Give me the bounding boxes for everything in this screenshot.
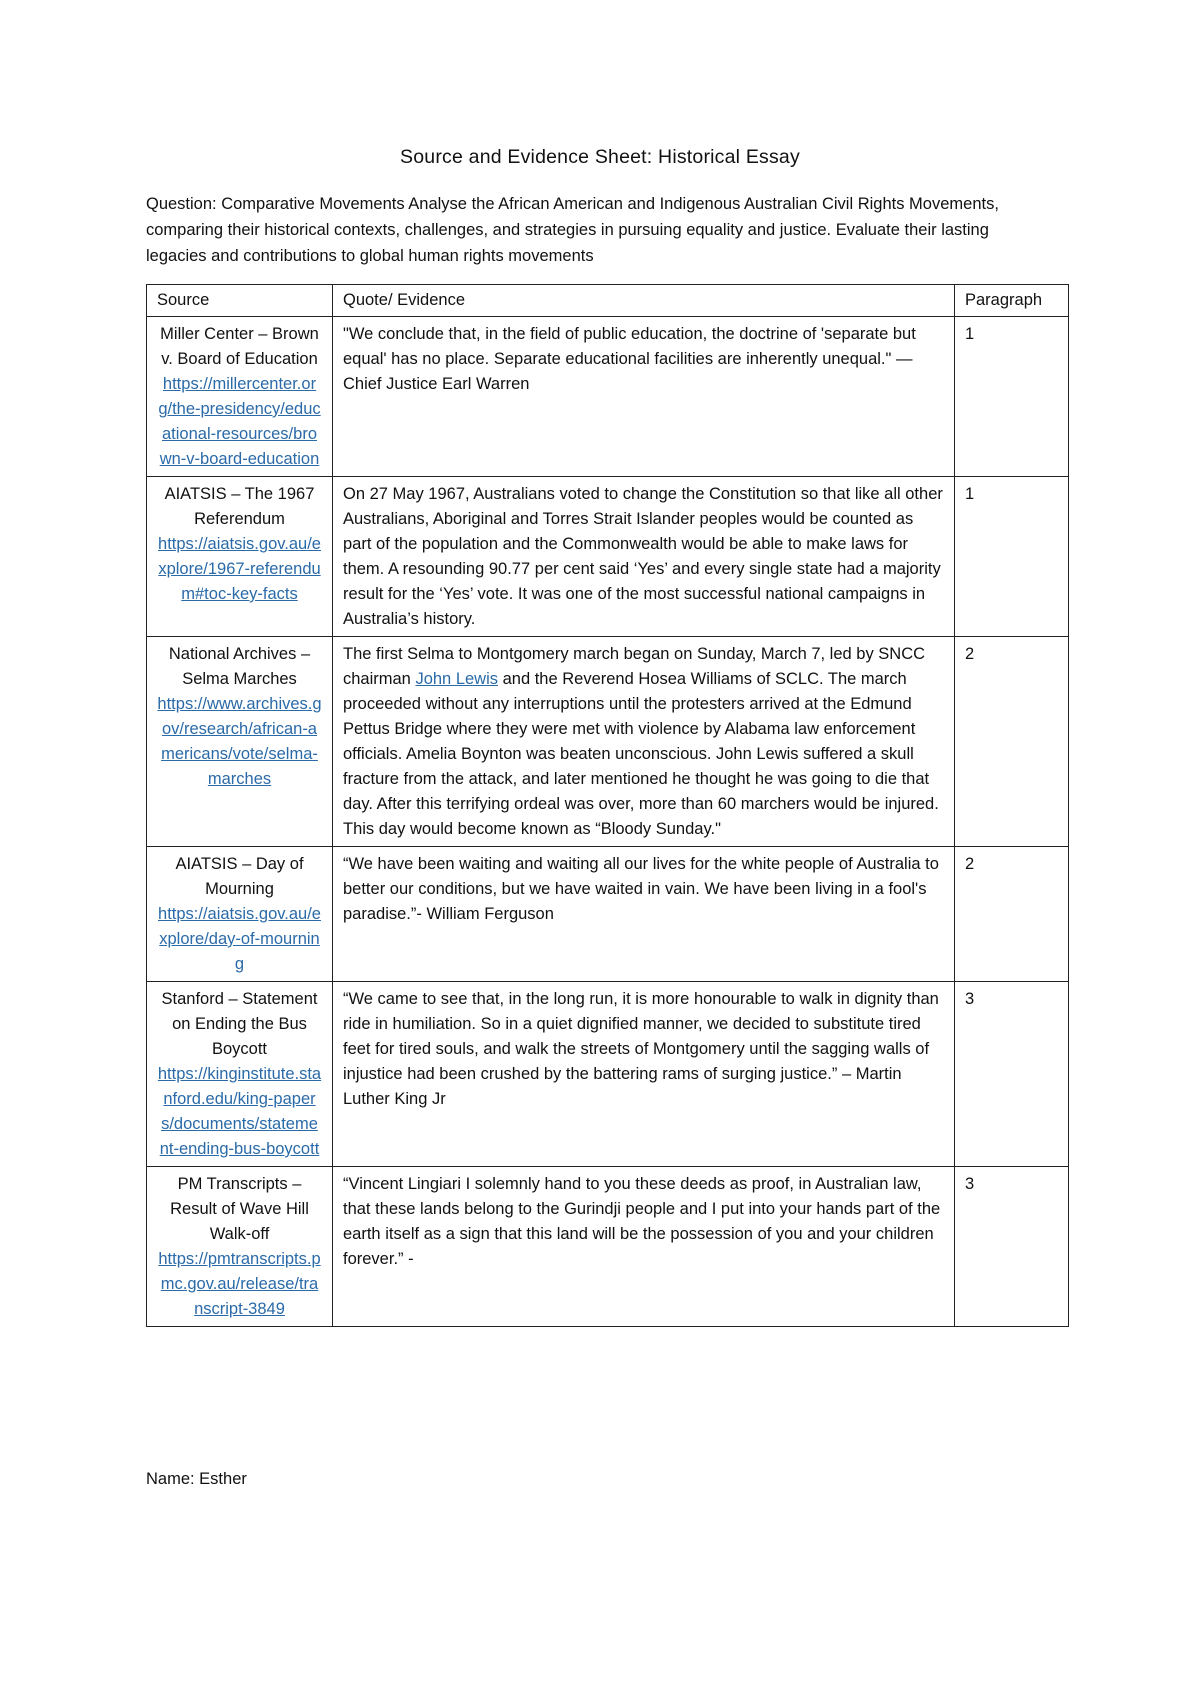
- quote-cell: “Vincent Lingiari I solemnly hand to you these deeds as proof, in Australian law, that these lands belong to the Gurindji people and I put into your hands part of the earth itself as a sign that this land will be the possession of you and your children forever.” -: [333, 1167, 955, 1327]
- source-link[interactable]: https://millercenter.org/the-presidency/educational-resources/brown-v-board-education: [158, 375, 321, 468]
- source-link[interactable]: https://kinginstitute.stanford.edu/king-papers/documents/statement-ending-bus-boycott: [157, 1065, 322, 1158]
- source-link[interactable]: https://aiatsis.gov.au/explore/1967-referendum#toc-key-facts: [158, 535, 321, 603]
- source-cell: [147, 477, 333, 637]
- paragraph-cell: 2: [955, 637, 1069, 847]
- essay-question: Question: Comparative Movements Analyse the African American and Indigenous Australian Civil Rights Movements, comparing their historical contexts, challenges, and strategies in pursuing equality and justice. Evaluate their lasting legacies and contributions to global human rights movements: [146, 195, 999, 265]
- paragraph-cell: 1: [955, 317, 1069, 477]
- source-cell: [147, 317, 333, 477]
- source-cell: [147, 1167, 333, 1327]
- table-row: [147, 847, 1069, 982]
- john-lewis-link[interactable]: John Lewis: [415, 670, 499, 688]
- paragraph-cell: 3: [955, 1167, 1069, 1327]
- header-quote: Quote/ Evidence: [333, 285, 955, 317]
- table-row: [147, 1167, 1069, 1327]
- source-link[interactable]: https://aiatsis.gov.au/explore/day-of-mourning: [158, 905, 321, 973]
- header-source: Source: [147, 285, 333, 317]
- table-row: [147, 477, 1069, 637]
- table-row: [147, 317, 1069, 477]
- quote-cell: “We have been waiting and waiting all our lives for the white people of Australia to better our conditions, but we have waited in vain. We have been living in a fool's paradise.”- William Ferguson: [333, 847, 955, 982]
- quote-text: The first Selma to Montgomery march began on Sunday, March 7, led by SNCC chairman: [343, 645, 926, 688]
- source-name: National Archives – Selma Marches: [168, 645, 311, 688]
- quote-cell: "We conclude that, in the field of public education, the doctrine of 'separate but equal' has no place. Separate educational facilities are inherently unequal." — Chief Justice Earl Warren: [333, 317, 955, 477]
- evidence-table: [146, 284, 1069, 1327]
- table-row: [147, 637, 1069, 847]
- quote-cell: On 27 May 1967, Australians voted to change the Constitution so that like all other Australians, Aboriginal and Torres Strait Islander peoples would be counted as part of the population and the Commonwealth would be able to make laws for them. A resounding 90.77 per cent said ‘Yes’ and every single state had a majority result for the ‘Yes’ vote. It was one of the most successful national campaigns in Australia’s history.: [333, 477, 955, 637]
- quote-cell: “We came to see that, in the long run, it is more honourable to walk in dignity than ride in humiliation. So in a quiet dignified manner, we decided to substitute tired feet for tired souls, and walk the streets of Montgomery until the sagging walls of injustice had been crushed by the battering rams of surging justice.” – Martin Luther King Jr: [333, 982, 955, 1167]
- paragraph-cell: 1: [955, 477, 1069, 637]
- document-title: Source and Evidence Sheet: Historical Essay: [400, 146, 800, 168]
- source-link[interactable]: https://www.archives.gov/research/african-americans/vote/selma-marches: [157, 695, 322, 788]
- source-link[interactable]: https://pmtranscripts.pmc.gov.au/release/transcript-3849: [158, 1250, 321, 1318]
- student-name: Name: Esther: [146, 1470, 247, 1488]
- source-cell: [147, 847, 333, 982]
- source-name: AIATSIS – The 1967 Referendum: [164, 485, 315, 528]
- paragraph-cell: 2: [955, 847, 1069, 982]
- paragraph-cell: 3: [955, 982, 1069, 1167]
- source-cell: [147, 637, 333, 847]
- header-paragraph: Paragraph: [955, 285, 1069, 317]
- source-name: Stanford – Statement on Ending the Bus Boycott: [161, 990, 318, 1058]
- source-cell: [147, 982, 333, 1167]
- quote-text: and the Reverend Hosea Williams of SCLC. The march proceeded without any interruptions until the protesters arrived at the Edmund Pettus Bridge where they were met with violence by Alabama law enforcement officials. Amelia Boynton was beaten unconscious. John Lewis suffered a skull fracture from the attack, and later mentioned he thought he was going to die that day. After this terrifying ordeal was over, more than 60 marchers would be injured. This day would become known as “Bloody Sunday.": [343, 670, 939, 838]
- table-row: [147, 982, 1069, 1167]
- source-name: AIATSIS – Day of Mourning: [175, 855, 304, 898]
- table-header-row: [147, 285, 1069, 317]
- source-name: PM Transcripts – Result of Wave Hill Walk-off: [170, 1175, 309, 1243]
- quote-cell: [333, 637, 955, 847]
- source-name: Miller Center – Brown v. Board of Education: [160, 325, 319, 368]
